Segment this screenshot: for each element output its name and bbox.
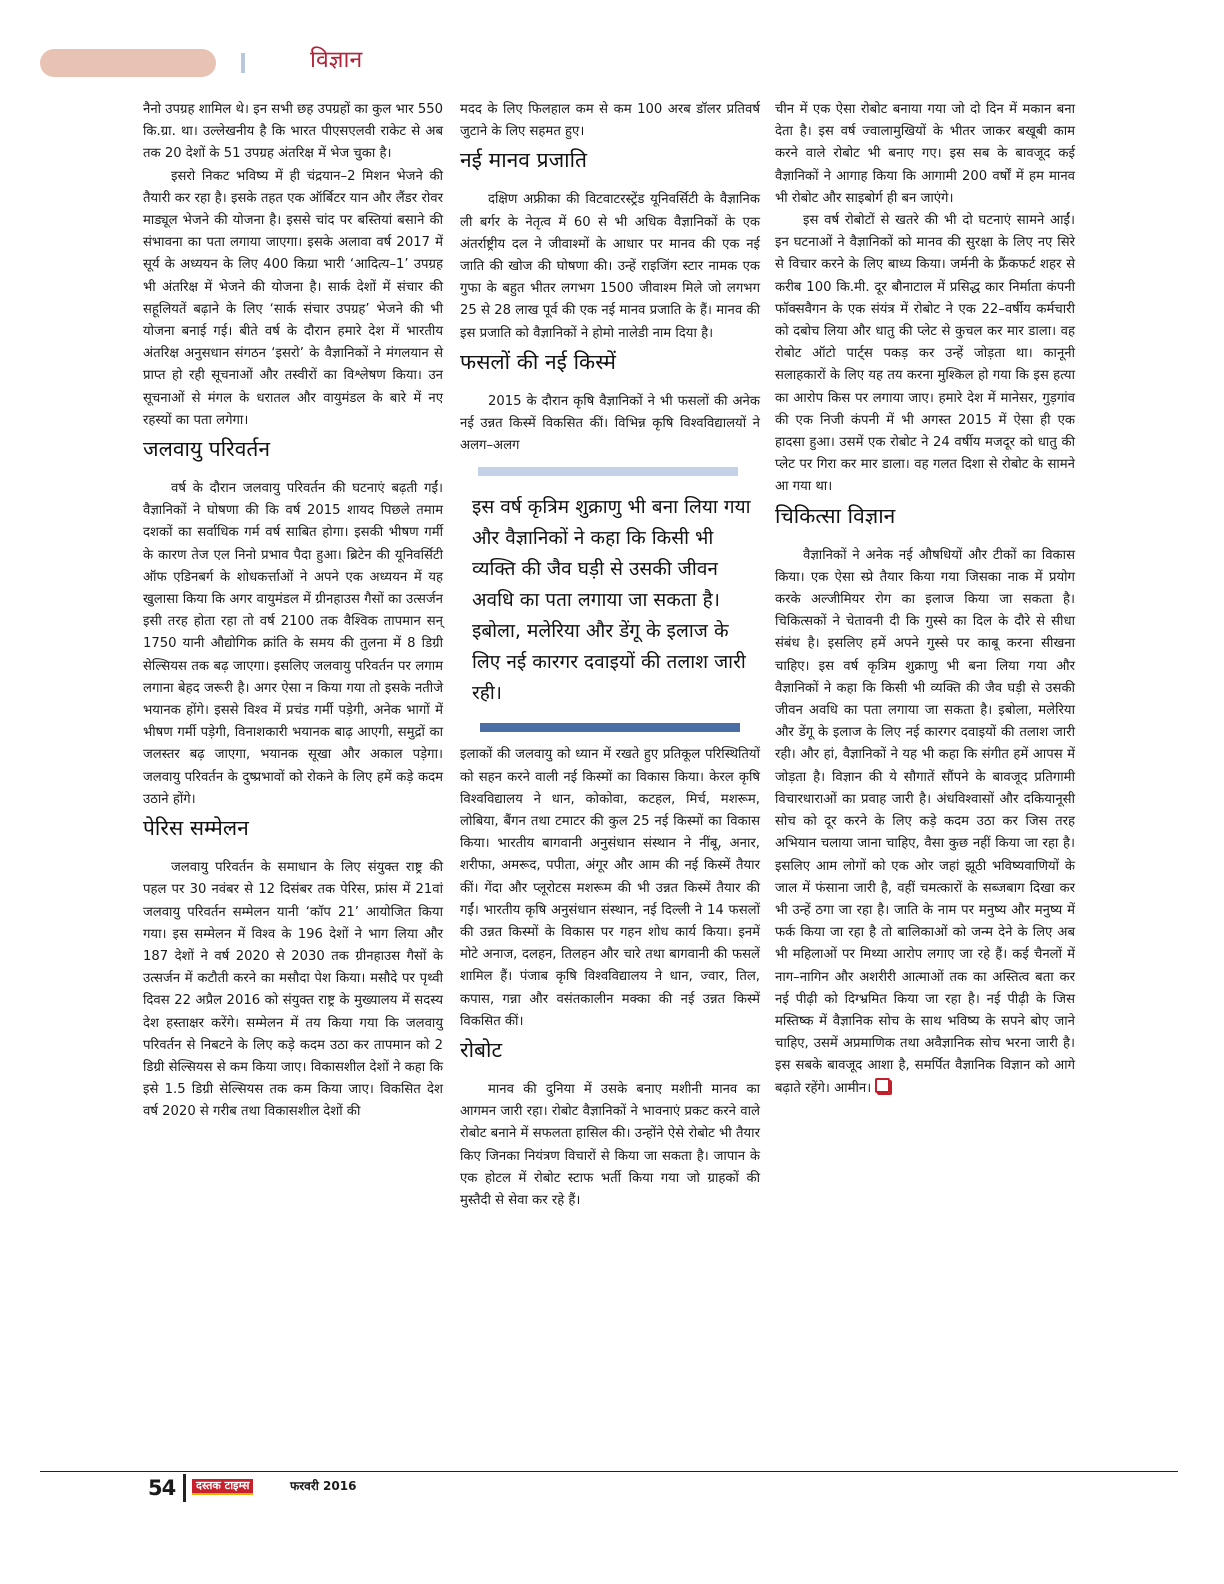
header-divider bbox=[241, 53, 245, 73]
paragraph-text: वैज्ञानिकों ने अनेक नई औषधियों और टीकों का विकास किया। एक ऐसा स्प्रे तैयार किया गया जिसका नाक में प्रयोग करके अल्जीमियर रोग का इलाज किया जा सकता है। चिकित्सकों ने चेतावनी दी कि गुस्से का दिल के दौरे से सीधा संबंध है। इसलिए हमें अपने गुस्से पर काबू करना सीखना चाहिए। इस वर्ष कृत्रिम शुक्राणु भी बना लिया गया और वैज्ञानिकों ने कहा कि किसी भी व्यक्ति की जैव घड़ी से उसकी जीवन अवधि का पता लगाया जा सकता है। इबोला, मलेरिया और डेंगू के इलाज के लिए नई कारगर दवाइयों की तलाश जारी रही। और हां, वैज्ञानिकों ने यह भी कहा कि संगीत हमें आपस में जोड़ता है। विज्ञान की ये सौगातें सौंपने के बावजूद प्रतिगामी विचारधाराओं का प्रवाह जारी है। अंधविश्वासों और दकियानूसी सोच को दूर करने के लिए कड़े कदम उठा कर जिस तरह अभियान चलाया जाना चाहिए, वैसा कुछ नहीं किया जा रहा है। इसलिए आम लोगों को एक ओर जहां झूठी भविष्यवाणियों के जाल में फंसाना जारी है, वहीं चमत्कारों के सब्जबाग दिखा कर भी उन्हें ठगा जा रहा है। जाति के नाम पर मनुष्य और मनुष्य में फर्क किया जा रहा है तो बालिकाओं को जन्म देने के लिए अब भी महिलाओं पर मिथ्या आरोप लगाए जा रहे हैं। कई चैनलों में नाग–नागिन और अशरीरी आत्माओं तक का अस्तित्व बता कर नई पीढ़ी को दिग्भ्रमित किया जा रहा है। नई पीढ़ी के जिस मस्तिष्क में वैज्ञानिक सोच के साथ भविष्य के सपने बोए जाने चाहिए, उसमें अप्रमाणिक तथा अवैज्ञानिक सोच भरना जारी है। इस सबके बावजूद आशा है, समर्पित वैज्ञानिक विज्ञान को आगे बढ़ाते रहेंगे। आमीन। bbox=[775, 547, 1075, 1096]
article-column-2 bbox=[460, 99, 760, 1212]
subheading-climate-change: जलवायु परिवर्तन bbox=[143, 437, 271, 462]
subheading-robot: रोबोट bbox=[460, 1038, 503, 1063]
article-column-3 bbox=[775, 99, 1075, 1100]
subheading-paris-summit: पेरिस सम्मेलन bbox=[143, 816, 249, 841]
paragraph: वर्ष के दौरान जलवायु परिवर्तन की घटनाएं बढ़ती गईं। वैज्ञानिकों ने घोषणा की कि वर्ष 2015 शायद पिछले तमाम दशकों का सर्वाधिक गर्म वर्ष साबित होगा। इसकी भीषण गर्मी के कारण तेज एल निनो प्रभाव पैदा हुआ। ब्रिटेन की यूनिवर्सिटी ऑफ एडिनबर्ग के शोधकर्त्ताओं ने अपने एक अध्ययन में यह खुलासा किया कि अगर वायुमंडल में ग्रीनहाउस गैसों का उत्सर्जन इसी तरह होता रहा तो वर्ष 2100 तक वैश्विक तापमान सन् 1750 यानी औद्योगिक क्रांति के समय की तुलना में 8 डिग्री सेल्सियस तक बढ़ जाएगा। इसलिए जलवायु परिवर्तन पर लगाम लगाना बेहद जरूरी है। अगर ऐसा न किया गया तो इसके नतीजे भयानक होंगे। इससे विश्व में प्रचंड गर्मी पड़ेगी, अनेक भागों में भीषण गर्मी पड़ेगी, विनाशकारी भयानक बाढ़ आएगी, समुद्रों का जलस्तर बढ़ जाएगा, भयानक सूखा और अकाल पड़ेगा। जलवायु परिवर्तन के दुष्प्रभावों को रोकने के लिए हमें कड़े कदम उठाने होंगे। bbox=[143, 481, 443, 807]
page-number: 54 bbox=[148, 1476, 176, 1500]
end-of-article-icon bbox=[875, 1078, 890, 1093]
pull-quote-text: इस वर्ष कृत्रिम शुक्राणु भी बना लिया गया और वैज्ञानिकों ने कहा कि किसी भी व्यक्ति की जैव घड़ी से उसकी जीवन अवधि का पता लगाया जा सकता है। इबोला, मलेरिया और डेंगू के इलाज के लिए नई कारगर दवाइयों की तलाश जारी रही। bbox=[472, 496, 751, 705]
footer-rule bbox=[40, 1471, 1178, 1472]
article-column-1 bbox=[143, 99, 443, 1124]
pull-quote bbox=[460, 467, 760, 732]
section-title: विज्ञान bbox=[310, 47, 363, 73]
subheading-medical-science: चिकित्सा विज्ञान bbox=[775, 503, 896, 528]
paragraph: नैनो उपग्रह शामिल थे। इन सभी छह उपग्रहों का कुल भार 550 कि.ग्रा. था। उल्लेखनीय है कि भारत पीएसएलवी राकेट से अब तक 20 देशों के 51 उपग्रह अंतरिक्ष में भेज चुका है। bbox=[143, 102, 443, 162]
paragraph: चीन में एक ऐसा रोबोट बनाया गया जो दो दिन में मकान बना देता है। इस वर्ष ज्वालामुखियों के भीतर जाकर बखूबी काम करने वाले रोबोट भी बनाए गए। इस सब के बावजूद कई वैज्ञानिकों ने आगाह किया कि आगामी 200 वर्षों में हम मानव भी रोबोट और साइबोर्ग ही बन जाएंगे। bbox=[775, 102, 1075, 206]
footer-divider bbox=[183, 1474, 186, 1502]
paragraph: इलाकों की जलवायु को ध्यान में रखते हुए प्रतिकूल परिस्थितियों को सहन करने वाली नई किस्मों का विकास किया। केरल कृषि विश्वविद्यालय ने धान, कोकोवा, कटहल, मिर्च, मशरूम, लोबिया, बैंगन तथा टमाटर की कुल 25 नई किस्मों का विकास किया। भारतीय बागवानी अनुसंधान संस्थान ने नींबू, अनार, शरीफा, अमरूद, पपीता, अंगूर और आम की नई किस्में तैयार कीं। गेंदा और प्लूरोटस मशरूम की भी उन्नत किस्में तैयार की गईं। भारतीय कृषि अनुसंधान संस्थान, नई दिल्ली ने 14 फसलों की उन्नत किस्मों के विकास पर गहन शोध कार्य किया। इनमें मोटे अनाज, दलहन, तिलहन और चारे तथा बागवानी की फसलें शामिल हैं। पंजाब कृषि विश्वविद्यालय ने धान, ज्वार, तिल, कपास, गन्ना और वसंतकालीन मक्का की नई उन्नत किस्में विकसित कीं। bbox=[460, 747, 760, 1029]
issue-date: फरवरी 2016 bbox=[290, 1479, 357, 1493]
paragraph: दक्षिण अफ्रीका की विटवाटरस्ट्रेंड यूनिवर्सिटी के वैज्ञानिक ली बर्गर के नेतृत्व में 60 से भी अधिक वैज्ञानिकों के एक अंतर्राष्ट्रीय दल ने जीवाश्मों के आधार पर मानव की एक नई जाति की खोज की घोषणा की। उन्हें राइजिंग स्टार नामक एक गुफा के बहुत भीतर लगभग 1500 जीवाश्म मिले जो लगभग 25 से 28 लाख पूर्व की एक नई मानव प्रजाति के हैं। मानव की इस प्रजाति को वैज्ञानिकों ने होमो नालेडी नाम दिया है। bbox=[460, 192, 760, 341]
paragraph: मदद के लिए फिलहाल कम से कम 100 अरब डॉलर प्रतिवर्ष जुटाने के लिए सहमत हुए। bbox=[460, 102, 760, 140]
paragraph: मानव की दुनिया में उसके बनाए मशीनी मानव का आगमन जारी रहा। रोबोट वैज्ञानिकों ने भावनाएं प्रकट करने वाले रोबोट बनाने में सफलता हासिल की। उन्होंने ऐसे रोबोट भी तैयार किए जिनका नियंत्रण विचारों से किया जा सकता है। जापान के एक होटल में रोबोट स्टाफ भर्ती किया गया जो ग्राहकों की मुस्तैदी से सेवा कर रहे हैं। bbox=[460, 1082, 760, 1209]
magazine-logo: दस्तक टाइम्स bbox=[192, 1479, 253, 1495]
pull-quote-top-rule bbox=[478, 467, 738, 476]
paragraph: इस वर्ष रोबोटों से खतरे की भी दो घटनाएं सामने आईं। इन घटनाओं ने वैज्ञानिकों को मानव की सुरक्षा के लिए नए सिरे से विचार करने के लिए बाध्य किया। जर्मनी के फ्रैंकफर्ट शहर से करीब 100 कि.मी. दूर बौनाटाल में प्रसिद्ध कार निर्माता कंपनी फॉक्सवैगन के एक संयंत्र में रोबोट ने एक 22–वर्षीय कर्मचारी को दबोच लिया और धातु की प्लेट से कुचल कर मार डाला। वह रोबोट ऑटो पार्ट्स पकड़ कर उन्हें जोड़ता था। कानूनी सलाहकारों के लिए यह तय करना मुश्किल हो गया कि इस हत्या का आरोप किस पर लगाया जाए। हमारे देश में मानेसर, गुड़गांव की एक निजी कंपनी में भी अगस्त 2015 में ऐसा ही एक हादसा हुआ। उसमें एक रोबोट ने 24 वर्षीय मजदूर को धातु की प्लेट पर गिरा कर मार डाला। वह गलत दिशा से रोबोट के सामने आ गया था। bbox=[775, 213, 1075, 495]
paragraph: 2015 के दौरान कृषि वैज्ञानिकों ने भी फसलों की अनेक नई उन्नत किस्में विकसित कीं। विभिन्न कृषि विश्वविद्यालयों ने अलग–अलग bbox=[460, 393, 760, 454]
paragraph: जलवायु परिवर्तन के समाधान के लिए संयुक्त राष्ट्र की पहल पर 30 नवंबर से 12 दिसंबर तक पेरिस, फ्रांस में 21वां जलवायु परिवर्तन सम्मेलन यानी ‘कॉप 21’ आयोजित किया गया। इस सम्मेलन में विश्व के 196 देशों ने भाग लिया और 187 देशों ने वर्ष 2020 से 2030 तक ग्रीनहाउस गैसों के उत्सर्जन में कटौती करने का मसौदा पेश किया। मसौदे पर पृथ्वी दिवस 22 अप्रैल 2016 को संयुक्त राष्ट्र के मुख्यालय में सदस्य देश हस्ताक्षर करेंगे। सम्मेलन में तय किया गया कि जलवायु परिवर्तन से निबटने के लिए कड़े कदम उठा कर तापमान को 2 डिग्री सेल्सियस से कम किया जाए। विकासशील देशों ने कहा कि इसे 1.5 डिग्री सेल्सियस तक कम किया जाए। विकसित देश वर्ष 2020 से गरीब तथा विकासशील देशों की bbox=[143, 860, 443, 1120]
paragraph: इसरो निकट भविष्य में ही चंद्रयान–2 मिशन भेजने की तैयारी कर रहा है। इसके तहत एक ऑर्बिटर यान और लैंडर रोवर माड्यूल भेजने की योजना है। इससे चांद पर बस्तियां बसाने की संभावना का पता लगाया जाएगा। इसके अलावा वर्ष 2017 में सूर्य के अध्ययन के लिए 400 किग्रा भारी ‘आदित्य–1’ उपग्रह भी अंतरिक्ष में भेजने की योजना है। सार्क देशों में संचार की सहूलियतें बढ़ाने के लिए ‘सार्क संचार उपग्रह’ भेजने की भी योजना बनाई गई। बीते वर्ष के दौरान हमारे देश में भारतीय अंतरिक्ष अनुसधान संगठन ‘इसरो’ के वैज्ञानिकों ने मंगलयान से प्राप्त हो रही सूचनाओं और तस्वीरों का विश्लेषण किया। उन सूचनाओं से मंगल के धरातल और वायुमंडल के बारे में नए रहस्यों का पता लगेगा। bbox=[143, 168, 443, 428]
subheading-new-human-species: नई मानव प्रजाति bbox=[460, 148, 588, 173]
paragraph bbox=[775, 545, 1075, 1100]
pull-quote-bottom-rule bbox=[480, 723, 740, 732]
header-decoration-pill bbox=[40, 49, 216, 77]
subheading-new-crop-varieties: फसलों की नई किस्में bbox=[460, 349, 616, 374]
